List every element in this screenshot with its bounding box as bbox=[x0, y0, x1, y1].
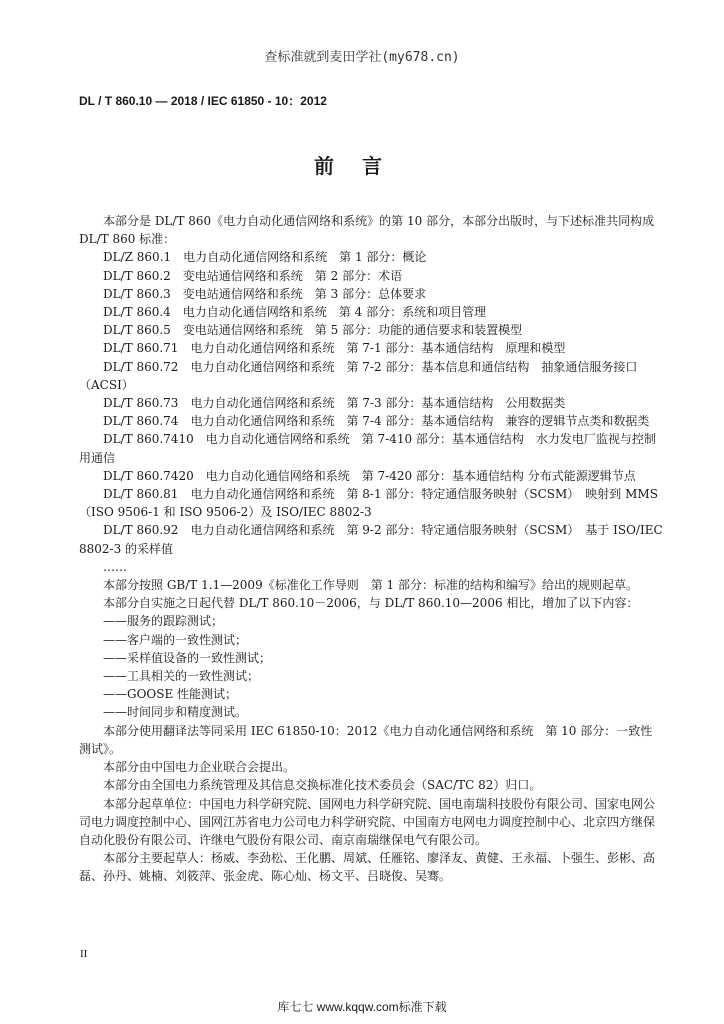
footer-site-text: 库七七 www.kqqw.com标准下载 bbox=[277, 1000, 447, 1014]
drafting-rules-paragraph: 本部分按照 GB/T 1.1—2009《标准化工作导则 第 1 部分：标准的结构和编写》给出的规则起草。 bbox=[103, 578, 638, 593]
standard-list-item: DL/T 860.7410 电力自动化通信网络和系统 第 7-410 部分：基本通信结构 水力发电厂监视与控制用通信 bbox=[79, 432, 656, 465]
change-list-item: ——工具相关的一致性测试； bbox=[103, 669, 260, 684]
ellipsis: …… bbox=[103, 559, 127, 574]
change-list-item: ——时间同步和精度测试。 bbox=[103, 705, 248, 720]
standard-list-item: DL/Z 860.1 电力自动化通信网络和系统 第 1 部分：概论 bbox=[103, 250, 427, 265]
standard-list-item: DL/T 860.72 电力自动化通信网络和系统 第 7-2 部分：基本信息和通信结构 抽象通信服务接口（ACSI） bbox=[79, 359, 638, 392]
standard-list-item: DL/T 860.92 电力自动化通信网络和系统 第 9-2 部分：特定通信服务映射（SCSM） 基于 ISO/IEC 8802-3 的采样值 bbox=[79, 523, 663, 556]
standard-list-item: DL/T 860.74 电力自动化通信网络和系统 第 7-4 部分：基本通信结构 兼容的逻辑节点类和数据类 bbox=[103, 414, 650, 429]
standard-list-item: DL/T 860.4 电力自动化通信网络和系统 第 4 部分：系统和项目管理 bbox=[103, 305, 487, 320]
drafters-paragraph: 本部分主要起草人：杨威、李劲松、王化鹏、周斌、任雁铭、廖泽友、黄健、王永福、卜强生、彭彬、高磊、孙丹、姚楠、刘筱萍、张金虎、陈心灿、杨文平、吕晓俊、吴骞。 bbox=[79, 851, 656, 884]
watermark-text: 查标准就到麦田学社(my678.cn) bbox=[264, 50, 460, 65]
standard-list-item: DL/T 860.7420 电力自动化通信网络和系统 第 7-420 部分：基本通信结构 分布式能源逻辑节点 bbox=[103, 468, 636, 483]
standard-list-item: DL/T 860.5 变电站通信网络和系统 第 5 部分：功能的通信要求和装置模型 bbox=[103, 323, 523, 338]
change-list-item: ——客户端的一致性测试； bbox=[103, 632, 248, 647]
standard-list-item: DL/T 860.71 电力自动化通信网络和系统 第 7-1 部分：基本通信结构 原理和模型 bbox=[103, 341, 566, 356]
intro-paragraph: 本部分是 DL/T 860《电力自动化通信网络和系统》的第 10 部分，本部分出版时，与下述标准共同构成 DL/T 860 标准： bbox=[79, 214, 655, 247]
proposer-paragraph: 本部分由中国电力企业联合会提出。 bbox=[103, 760, 296, 775]
standard-list-item: DL/T 860.2 变电站通信网络和系统 第 2 部分：术语 bbox=[103, 268, 403, 283]
standard-code-header: DL / T 860.10 — 2018 / IEC 61850 - 10：2012 bbox=[79, 94, 327, 108]
adoption-paragraph: 本部分使用翻译法等同采用 IEC 61850-10：2012《电力自动化通信网络和系统 第 10 部分：一致性测试》。 bbox=[79, 723, 653, 756]
standard-list-item: DL/T 860.81 电力自动化通信网络和系统 第 8-1 部分：特定通信服务映射（SCSM） 映射到 MMS（ISO 9506-1 和 ISO 9506-2）及 ISO/IEC 8802-3 bbox=[79, 487, 658, 520]
change-list-item: ——GOOSE 性能测试； bbox=[103, 687, 238, 702]
standard-list-item: DL/T 860.3 变电站通信网络和系统 第 3 部分：总体要求 bbox=[103, 286, 427, 301]
drafting-units-paragraph: 本部分起草单位：中国电力科学研究院、国网电力科学研究院、国电南瑞科技股份有限公司、国家电网公司电力调度控制中心、国网江苏省电力公司电力科学研究院、中国南方电网电力调度控制中心、北京四方继保自动化股份有限公司、许继电气股份有限公司、南京南瑞继保电气有限公司。 bbox=[79, 796, 656, 847]
section-heading: 前言 bbox=[314, 154, 410, 178]
replacement-paragraph: 本部分自实施之日起代替 DL/T 860.10－2006，与 DL/T 860.10—2006 相比，增加了以下内容： bbox=[103, 596, 639, 611]
committee-paragraph: 本部分由全国电力系统管理及其信息交换标准化技术委员会（SAC/TC 82）归口。 bbox=[103, 778, 542, 793]
standard-list-item: DL/T 860.73 电力自动化通信网络和系统 第 7-3 部分：基本通信结构 公用数据类 bbox=[103, 396, 566, 411]
document-body bbox=[79, 212, 664, 886]
change-list-item: ——采样值设备的一致性测试； bbox=[103, 650, 272, 665]
page-number: II bbox=[80, 948, 88, 960]
change-list-item: ——服务的跟踪测试； bbox=[103, 614, 224, 629]
